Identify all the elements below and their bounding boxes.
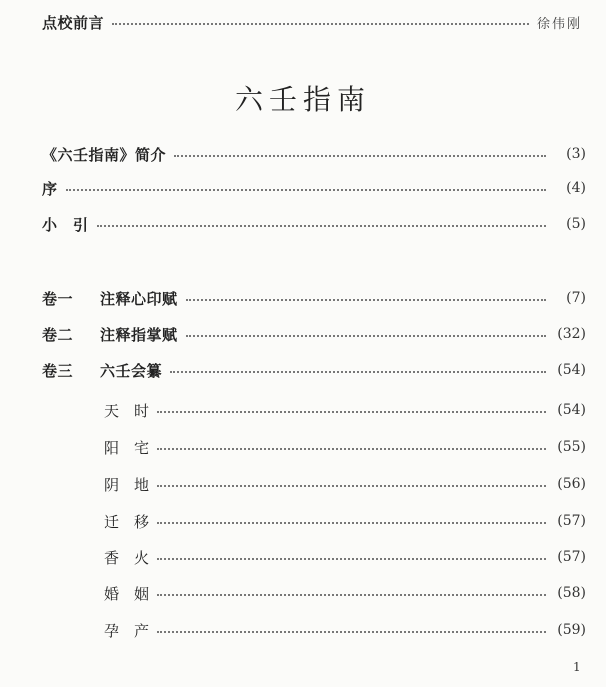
toc-entry[interactable] <box>42 176 586 200</box>
toc-volume-entry[interactable] <box>42 322 586 346</box>
toc-page-number: (57) <box>557 513 586 529</box>
toc-entry-label: 点校前言 <box>42 13 105 32</box>
toc-entry-label: 香 火 <box>104 548 150 567</box>
toc-sub-entry[interactable] <box>104 618 586 642</box>
toc-entry-label: 迁 移 <box>104 512 150 531</box>
toc-entry-label: 天 时 <box>104 401 150 420</box>
toc-entry-label: 《六壬指南》简介 <box>42 145 167 164</box>
toc-page-number: (32) <box>557 326 586 342</box>
toc-entry-label: 小 引 <box>42 215 89 234</box>
toc-entry-label: 孕 产 <box>104 621 150 640</box>
page-number: 1 <box>573 660 581 674</box>
toc-sub-entry[interactable] <box>104 435 586 459</box>
toc-volume-entry[interactable] <box>42 286 586 310</box>
toc-entry[interactable] <box>42 212 586 236</box>
toc-sub-entry[interactable] <box>104 398 586 422</box>
dot-leader <box>66 189 546 191</box>
toc-entry-preface[interactable] <box>42 10 582 34</box>
book-title: 六壬指南 <box>234 83 371 116</box>
toc-page-number: (54) <box>557 362 586 378</box>
toc-page-number: (57) <box>557 549 586 565</box>
editor-name: 徐伟刚 <box>536 16 582 32</box>
toc-page-number: (55) <box>557 439 586 455</box>
dot-leader <box>157 411 546 413</box>
volume-number: 卷一 <box>42 289 74 308</box>
toc-page-number: (3) <box>566 146 586 162</box>
toc-entry-label: 注释指掌赋 <box>100 325 178 344</box>
dot-leader <box>157 485 546 487</box>
toc-entry-label: 阴 地 <box>104 475 150 494</box>
toc-volume-entry[interactable] <box>42 358 586 382</box>
toc-sub-entry[interactable] <box>104 472 586 496</box>
toc-page-number: (7) <box>566 290 586 306</box>
toc-entry-label: 婚 姻 <box>104 584 150 603</box>
toc-entry-label: 六壬会纂 <box>100 361 163 380</box>
toc-page-number: (58) <box>557 585 586 601</box>
dot-leader <box>157 594 546 596</box>
toc-entry-label: 序 <box>42 179 58 198</box>
toc-sub-entry[interactable] <box>104 545 586 569</box>
dot-leader <box>157 448 546 450</box>
toc-sub-entry[interactable] <box>104 509 586 533</box>
toc-page-number: (5) <box>566 216 586 232</box>
dot-leader <box>157 522 546 524</box>
dot-leader <box>174 155 546 157</box>
volume-number: 卷二 <box>42 325 74 344</box>
toc-entry-label: 阳 宅 <box>104 438 150 457</box>
dot-leader <box>186 299 546 301</box>
dot-leader <box>157 558 546 560</box>
dot-leader <box>97 225 546 227</box>
toc-page-number: (4) <box>566 180 586 196</box>
toc-page-number: (59) <box>557 622 586 638</box>
dot-leader <box>170 371 546 373</box>
toc-sub-entry[interactable] <box>104 581 586 605</box>
toc-entry-label: 注释心印赋 <box>100 289 178 308</box>
toc-page-number: (56) <box>557 476 586 492</box>
toc-entry[interactable] <box>42 142 586 166</box>
dot-leader <box>157 631 546 633</box>
volume-number: 卷三 <box>42 361 74 380</box>
toc-page-number: (54) <box>557 402 586 418</box>
dot-leader <box>186 335 546 337</box>
dot-leader <box>112 23 529 25</box>
